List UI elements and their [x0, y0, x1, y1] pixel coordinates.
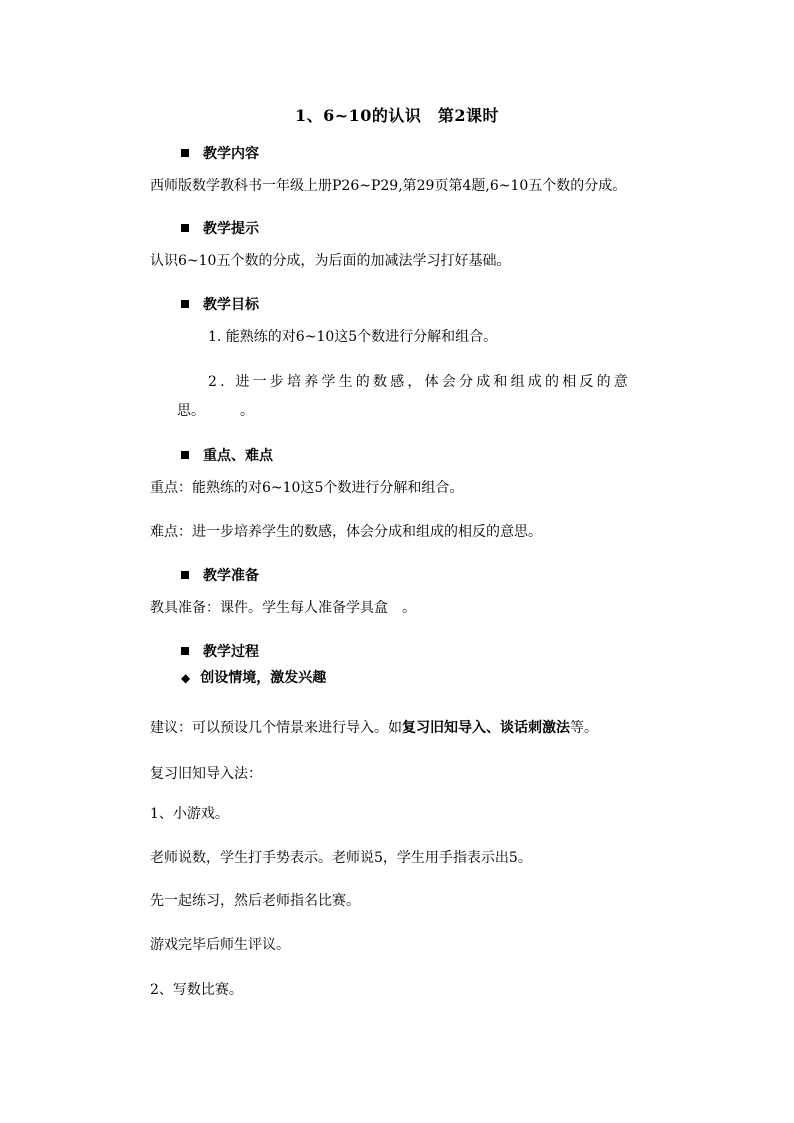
process-line: 复习旧知导入法：	[150, 766, 262, 782]
square-bullet-icon	[181, 300, 189, 308]
heading-teaching-prep	[181, 567, 259, 585]
process-line: 1、小游戏。	[150, 806, 229, 822]
square-bullet-icon	[181, 149, 189, 157]
heading-label: 教学内容	[203, 146, 259, 162]
process-line: 先一起练习，然后老师指名比赛。	[150, 893, 360, 909]
square-bullet-icon	[181, 224, 189, 232]
square-bullet-icon	[181, 647, 189, 655]
square-bullet-icon	[181, 571, 189, 579]
suggestion-prefix: 建议：可以预设几个情景来进行导入。如	[150, 720, 402, 736]
heading-label: 教学目标	[203, 297, 259, 313]
suggestion-suffix: 等。	[570, 720, 598, 736]
heading-label: 教学准备	[203, 568, 259, 584]
process-line: 老师说数，学生打手势表示。老师说5，学生用手指表示出5。	[150, 850, 532, 866]
teaching-content-text: 西师版数学教科书一年级上册P26~P29,第29页第4题,6~10五个数的分成。	[150, 178, 627, 194]
heading-teaching-goals	[181, 296, 259, 314]
heading-label: 重点、难点	[203, 448, 273, 464]
page-title: 1、6~10的认识 第2课时	[294, 106, 500, 125]
suggestion-bold: 复习旧知导入、谈话刺激法	[402, 720, 570, 736]
sub-heading-create-situation	[181, 669, 326, 687]
teaching-prep-text: 教具准备：课件。学生每人准备学具盒 。	[150, 600, 416, 616]
heading-key-difficult	[181, 447, 273, 465]
difficult-point-text: 难点：进一步培养学生的数感，体会分成和组成的相反的意思。	[150, 524, 542, 540]
process-line: 2、写数比赛。	[150, 982, 243, 998]
sub-heading-label: 创设情境，激发兴趣	[200, 670, 327, 686]
goal-item-2-line-1: 2. 进一步培养学生的数感，体会分成和组成的相反的意	[208, 374, 632, 390]
suggestion-text	[150, 719, 598, 737]
key-point-text: 重点：能熟练的对6~10这5个数进行分解和组合。	[150, 480, 464, 496]
heading-label: 教学过程	[203, 644, 259, 660]
square-bullet-icon	[181, 451, 189, 459]
goal-item-1: 1. 能熟练的对6~10这5个数进行分解和组合。	[208, 329, 498, 345]
diamond-bullet-icon: ◆	[181, 671, 191, 685]
heading-teaching-hint	[181, 220, 259, 238]
heading-teaching-process	[181, 643, 259, 661]
teaching-hint-text: 认识6~10五个数的分成，为后面的加减法学习打好基础。	[150, 253, 511, 269]
heading-label: 教学提示	[203, 221, 259, 237]
heading-teaching-content	[181, 145, 259, 163]
process-line: 游戏完毕后师生评议。	[150, 937, 290, 953]
goal-item-2-line-2: 思。 。	[177, 403, 254, 419]
